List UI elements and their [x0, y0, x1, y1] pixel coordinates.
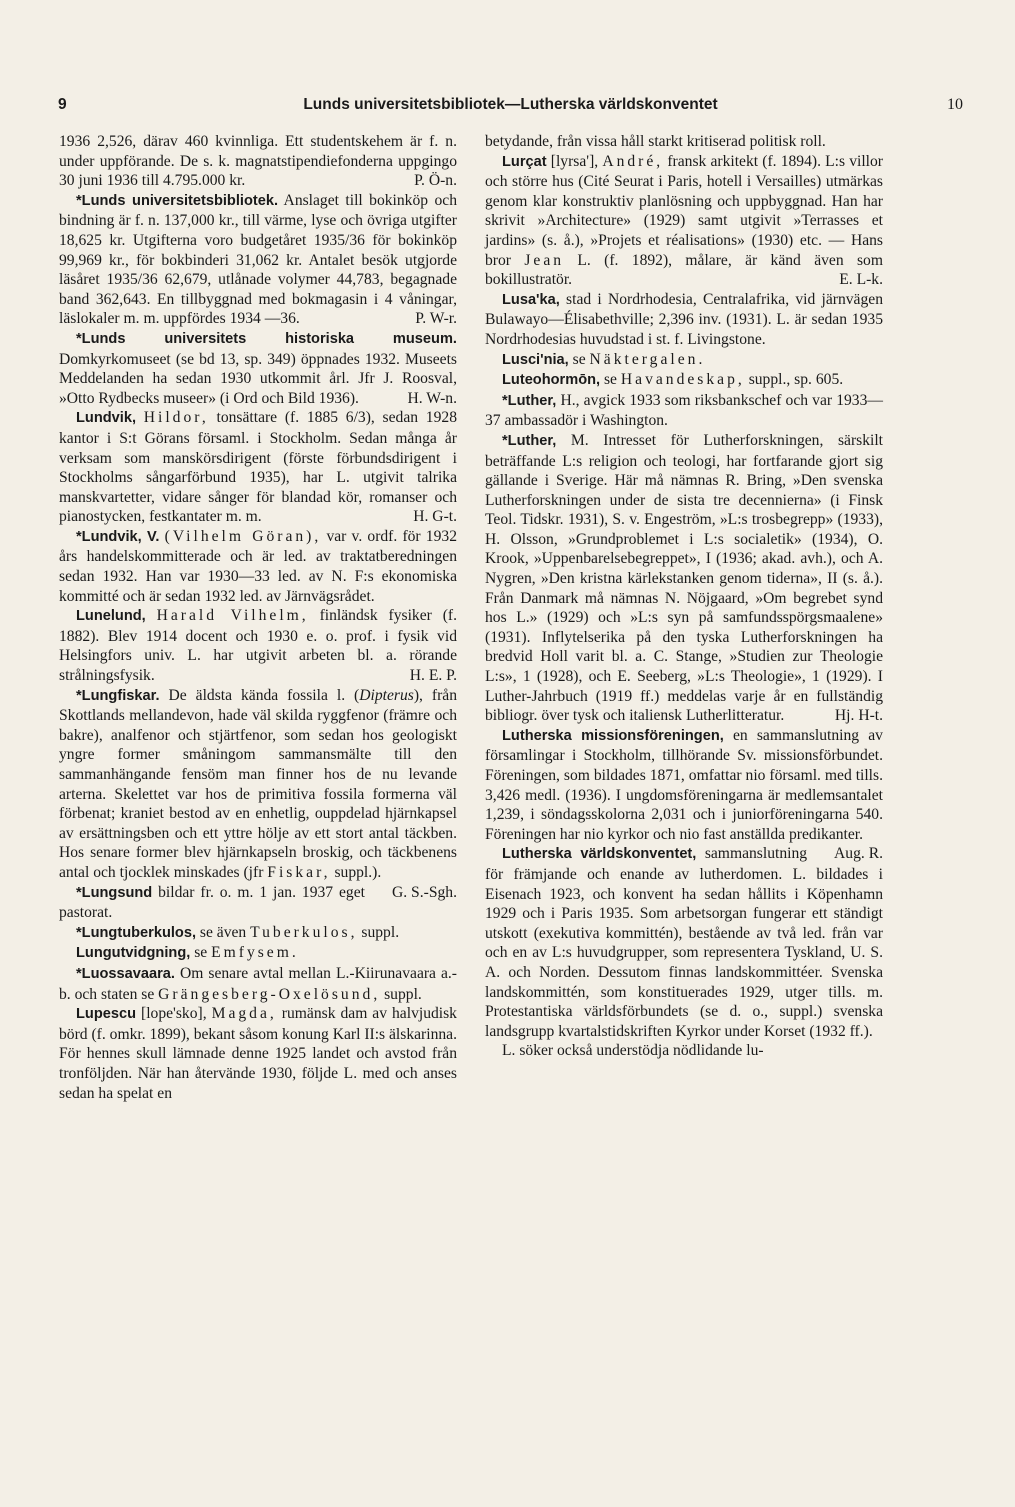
entry-paragraph: 1936 2,526, därav 460 kvinnliga. Ett studentskehem är f. n. under uppförande. De s. k. magnatstipendiefonderna uppgingo 30 juni 1936 till 4.795.000 kr. P. Ö-n. — [59, 133, 457, 190]
entry-headword: Lusa'ka, — [502, 291, 560, 308]
page-number-right: 10 — [947, 96, 963, 113]
author-signature: H. W-n. — [407, 389, 457, 407]
entry-lurcat: Lurçat [lyrsa'], André, fransk arkitekt (f. 1894). L:s villor och större hus (Cité Seurat i Paris, hotell i Versailles) utmärkas genom klar konstruktiv planlösning och uppbyggnad. Han har skrivit »Architecture» (1929) samt utgivit »Terrasses et jardins» (s. å.), »Projets et réalisations» (1930) etc. — Hans bror Jean L. (f. 1892), målare, är känd även som bokillustratör. E. L-k. — [485, 152, 883, 289]
author-signature: P. W-r. — [415, 310, 457, 328]
entry-headword: *Lungtuberkulos, — [76, 924, 196, 941]
author-signature: G. S.-Sgh. — [392, 883, 457, 901]
author-signature: H. G-t. — [413, 508, 457, 526]
entry-headword: *Lunds universitetsbibliotek. — [76, 192, 278, 209]
entry-lunelund: Lunelund, Harald Vilhelm, finländsk fysiker (f. 1882). Blev 1914 docent och 1930 e. o. prof. i fysik vid Helsingfors univ. L. har utgivit arbeten bl. a. rörande strålningsfysik. H. E. P. — [59, 607, 457, 685]
entry-luossavaara: *Luossavaara. Om senare avtal mellan L.-Kiirunavaara a.-b. och staten se Grängesberg-Oxelösund, suppl. — [59, 964, 457, 1003]
entry-headword: *Lundvik, V. — [76, 528, 160, 545]
page-header — [58, 96, 963, 120]
author-signature: E. L-k. — [839, 271, 883, 289]
entry-headword: *Lungsund — [76, 884, 153, 901]
entry-headword: *Luther, — [502, 392, 557, 409]
entry-paragraph: betydande, från vissa håll starkt kritiserad politisk roll. — [485, 133, 826, 150]
entry-headword: Lunelund, — [76, 608, 146, 625]
entry-paragraph: L. söker också understödja nödlidande lu- — [502, 1042, 764, 1060]
entry-lutherska-varldskonventet: Lutherska världskonventet, sammanslutning för främjande och enande av lutherdomen. L. bildades i Eisenach 1923, och konvent ha sedan hållits i Köpenhamn 1929 och i Paris 1935. Som arbetsorgan fungerar ett ständigt utskott (exekutiva kommittén), bestående av två led. från var och en av L:s huvudgrupper, som representera Tyskland, U. S. A. och Norden. Dessutom finnas landskommittéer. Svenska landskommittén, som konstituerades 1929, utger tills. m. Protestantiska världsförbundets (se d. o., suppl.) svenska landsgrupp kvartalstidskriften Kyrkor under Korset (1932 ff.). — [485, 845, 883, 1040]
entry-lungutvidgning: Lungutvidgning, se Emfysem. — [76, 944, 299, 962]
entry-luther-m: *Luther, M. Intresset för Lutherforskningen, särskilt beträffande L:s religion och teologi, har fortfarande gjort sig gällande i Sverige. Här må nämnas R. Bring, »Den svenska Lutherforskningen under de sista tre decennierna» (i Finsk Teol. Tidskr. 1931), S. v. Engeström, »L:s trosbegrepp» (1933), H. Olsson, »Grundproblemet i L:s socialetik» (1934), O. Krook, »Uppenbarelsebegreppet», I (1936; akad. avh.), och A. Nygren, »Den kristna kärlekstanken genom tiderna», II (s. å.). Från Danmark må nämnas N. Nöjgaard, »Om begrebet synd hos L.» (1929) och »L:s syn på samfundsspörgsmaalene» (1931). Inflytelserika på den tyska Lutherforskningen ha bredvid Holl varit bl. a. C. Stange, »Studien zur Theologie L:s», 1 (1928), och E. Seeberg, »L:s Theologie», 1 (1929). I Luther-Jahrbuch (1919 ff.) meddelas varje år en fullständig bibliogr. över tysk och italiensk Lutherlitteratur. Hj. H-t. — [485, 431, 883, 725]
entry-headword: Luteohormōn, — [502, 372, 601, 389]
author-signature: H. E. P. — [409, 667, 457, 685]
entry-headword: Lurçat — [502, 153, 547, 170]
entry-lungsund: *Lungsund bildar fr. o. m. 1 jan. 1937 eget pastorat. — [59, 883, 365, 922]
author-signature: P. Ö-n. — [414, 172, 457, 190]
entry-lundvik-hildor: Lundvik, Hildor, tonsättare (f. 1885 6/3), sedan 1928 kantor i S:t Görans församl. i Stockholm. Sedan många år verksam som manskörsdirigent (förste förbundsdirigent i Stockholms sångarförbund 1935), har L. utgivit talrika manskvartetter, vidare sånger för blandad kör, romanser och pianostycken, festkantater m. m. H. G-t. — [59, 409, 457, 526]
entry-headword: Lutherska världskonventet, — [502, 846, 697, 863]
entry-lungtuberkulos: *Lungtuberkulos, se även Tuberkulos, suppl. — [76, 923, 400, 941]
entry-lundvik-v: *Lundvik, V. (Vilhelm Göran), var v. ordf. för 1932 års handelskommitterade och är led. av traktatberedningen sedan 1932. Han var 1930—33 led. av N. F:s ekonomiska kommitté och är sedan 1932 led. av Järnvägsrådet. — [59, 527, 457, 605]
author-signature: Aug. R. — [834, 845, 883, 863]
entry-historiska-museum: *Lunds universitets historiska museum. Domkyrkomuseet (se bd 13, sp. 349) öppnades 1932. Museets Meddelanden ha sedan 1930 utkommit årl. Jfr J. Roosval, »Otto Rydbecks museer» (i Ord och Bild 1936). H. W-n. — [59, 330, 457, 407]
right-column — [485, 132, 883, 1061]
running-title: Lunds universitetsbibliotek—Lutherska världskonventet — [303, 96, 718, 113]
entry-lutherska-missionsforeningen: Lutherska missionsföreningen, en sammanslutning av församlingar i Stockholm, tillhörande Sv. missionsförbundet. Föreningen, som bildades 1871, omfattar nio församl. med tills. 3,426 medl. (1936). I ungdomsföreningarna är medlemsantalet 1,239, i söndagsskolorna 2,031 och i juniorföreningarna 540. Föreningen har nio kyrkor och nio fast anställda predikanter. Aug. R. — [485, 726, 883, 863]
entry-headword: *Lunds universitets historiska museum. — [76, 330, 457, 347]
entry-luther-h: *Luther, H., avgick 1933 som riksbankschef och var 1933—37 ambassadör i Washington. — [485, 391, 883, 430]
entry-headword: Lundvik, — [76, 410, 136, 427]
entry-lupescu: Lupescu [lope'sko], Magda, rumänsk dam av halvjudisk börd (f. omkr. 1899), bekant såsom konung Karl II:s älskarinna. För hennes skull lämnade denne 1925 landet och avstod från tronföljden. När han återvände 1930, följde L. med och anses sedan ha spelat en — [59, 1005, 457, 1102]
page-number-left: 9 — [58, 96, 67, 113]
entry-headword: Lungutvidgning, — [76, 945, 191, 962]
entry-lusaka: Lusa'ka, stad i Nordrhodesia, Centralafrika, vid järnvägen Bulawayo—Élisabethville; 2,396 inv. (1931). L. är sedan 1935 Nordrhodesias huvudstad i st. f. Livingstone. — [485, 290, 883, 348]
entry-luteohormon: Luteohormōn, se Havandeskap, suppl., sp. 605. — [502, 371, 844, 389]
entry-headword: Lutherska missionsföreningen, — [502, 727, 724, 744]
entry-headword: Lupescu — [76, 1006, 137, 1023]
entry-luscinia: Lusci'nia, se Näktergalen. — [502, 350, 706, 368]
entry-headword: *Luossavaara. — [76, 965, 175, 982]
entry-headword: *Luther, — [502, 432, 557, 449]
left-column — [59, 132, 457, 1103]
author-signature: Hj. H-t. — [834, 707, 883, 725]
entry-headword: Lusci'nia, — [502, 351, 569, 368]
entry-lunds-universitetsbibliotek: *Lunds universitetsbibliotek. Anslaget till bokinköp och bindning är f. n. 137,000 kr., till värme, lyse och övriga utgifter 18,625 kr. Utgifterna voro budgetåret 1935/36 för bokinköp 99,969 kr., för bokbinderi 31,062 kr. Antalet besök utgjorde läsåret 1935/36 62,679, utlånade volymer 44,783, begagnade band 362,643. En tillbyggnad med bokmagasin i 4 våningar, läslokaler m. m. uppfördes 1934 —36. P. W-r. — [59, 191, 457, 328]
entry-headword: *Lungfiskar. — [76, 687, 160, 704]
entry-lungfiskar: *Lungfiskar. De äldsta kända fossila l. (Dipterus), från Skottlands mellandevon, hade väl skilda ryggfenor (främre och bakre), analfenor och stjärtfenor, som sedan hos geologiskt yngre former småningom sammansmälte till den sammanhängande fensöm man finner hos de nu levande arterna. Skelettet var hos de primitiva fossila formerna väl förbenat; kraniet bestod av en enhetlig, ouppdelad hjärnkapsel av ersättningsben och ett yttre hölje av ett stort antal täckben. Hos senare former blev hjärnkapseln broskig, och täckbenens antal och tjocklek minskades (jfr Fiskar, suppl.). G. S.-Sgh. — [59, 686, 457, 901]
